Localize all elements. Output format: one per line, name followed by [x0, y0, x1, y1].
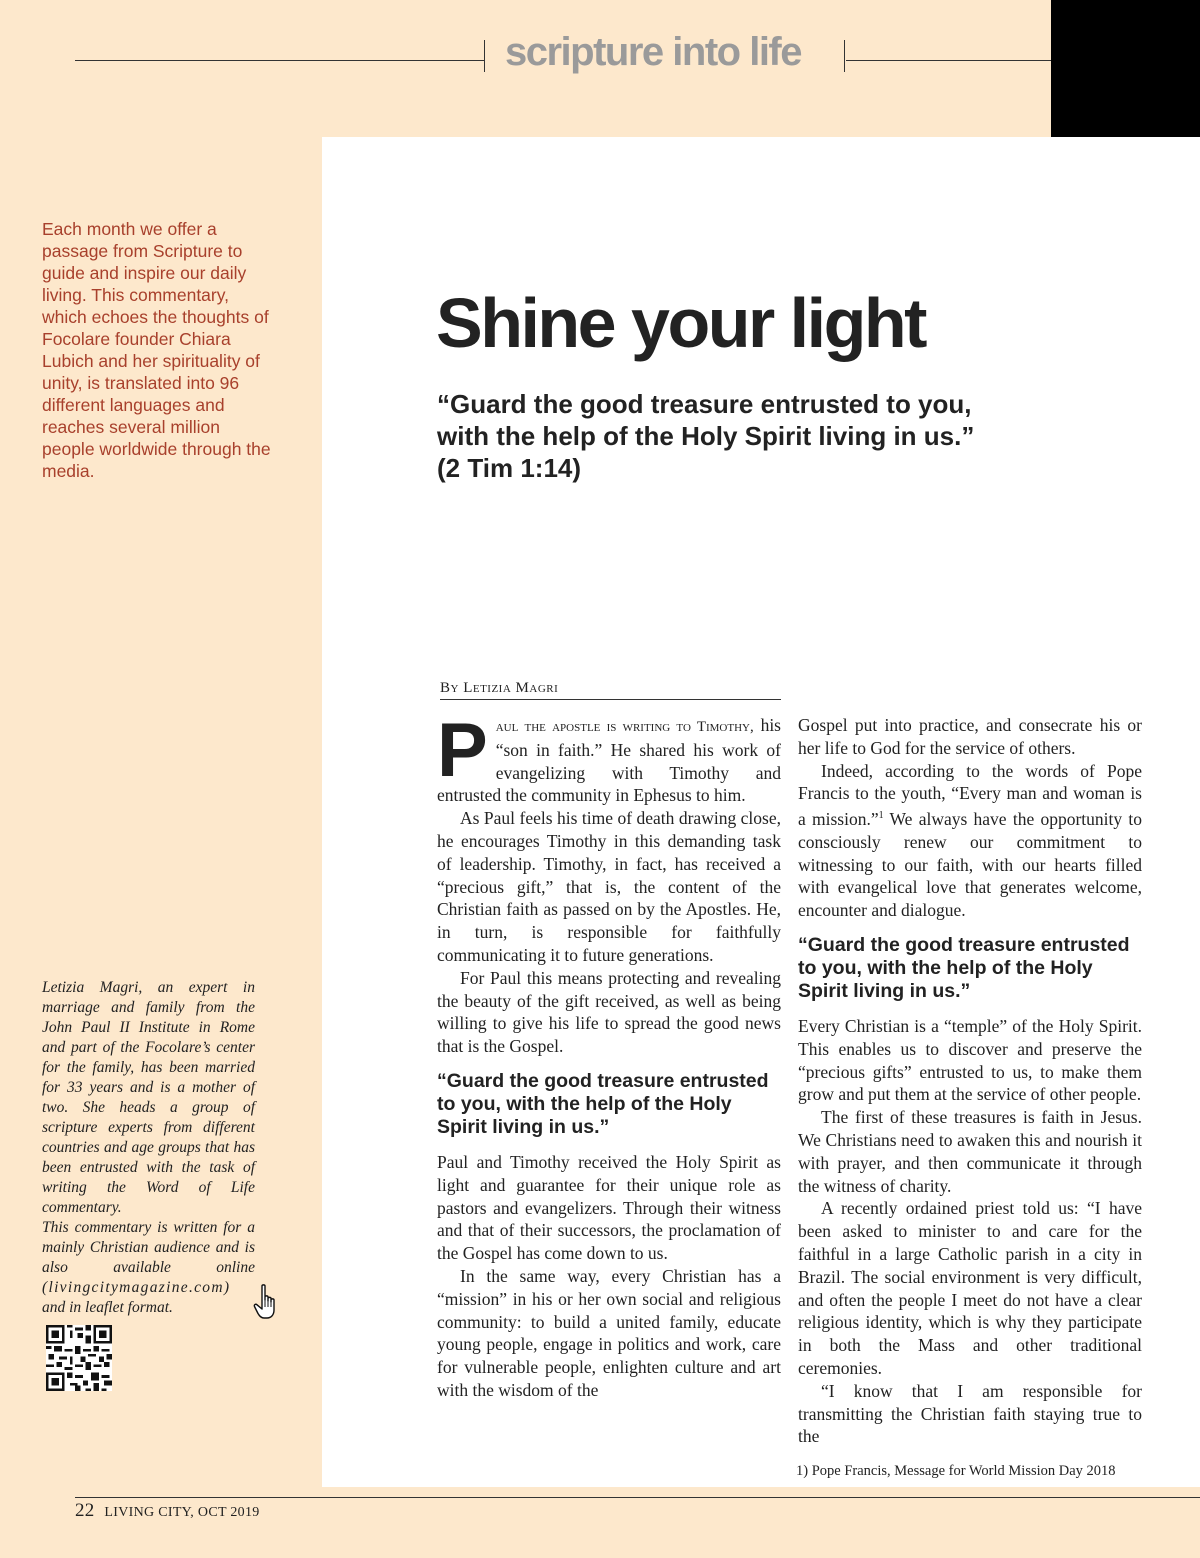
footer-rule: [75, 1497, 1200, 1498]
publication-name: LIVING CITY,: [104, 1505, 195, 1520]
article-column-right: [798, 714, 1142, 1448]
author-bio: [42, 978, 255, 1318]
paragraph-text: his “son in faith.” He shared his work of evangelizing with Timothy and entrusted the community in Ephesus to him.: [437, 715, 781, 806]
article-paragraph: Paul and Timothy received the Holy Spirit as light and guarantee for their unique role as pastors and evangelizers. Through their witness and that of their successors, the proclamation of the Gospel has come down to us.: [437, 1151, 781, 1264]
availability-note: [42, 1218, 255, 1318]
author-bio-text: Letizia Magri, an expert in marriage and family from the John Paul II Institute in Rome and part of the Focolare’s center for the family, has been married for 33 years and is a mother of two. She heads a group of scripture experts from different countries and age groups that has been entrusted with the task of writing the Word of Life commentary.: [42, 979, 255, 1216]
article-paragraph: For Paul this means protecting and revealing the beauty of the gift received, as well as being willing to give his life to spread the good news that is the Gospel.: [437, 967, 781, 1057]
article-paragraph: In the same way, every Christian has a “mission” in his or her own social and religious community: to build a united family, educate young people, engage in politics and work, care for vulnerable people, enlighten culture and art with the wisdom of the: [437, 1265, 781, 1400]
availability-suffix: and in leaflet format.: [42, 1299, 173, 1316]
header-rule-left: [75, 60, 485, 61]
article-paragraph: The first of these treasures is faith in Jesus. We Christians need to awaken this and nourish it with prayer, and then communicate it through the witness of charity.: [798, 1107, 1142, 1196]
article-paragraph: A recently ordained priest told us: “I have been asked to minister to and care for the faithful in a large Catholic parish in a city in Brazil. The social environment is very difficult, and often the people I meet do not have a clear religious identity, which is why they participate in both the Mass and other traditional ceremonies.: [798, 1198, 1142, 1378]
qr-code-icon: [45, 1325, 113, 1391]
header-divider-right: [844, 40, 845, 72]
article-paragraph: Gospel put into practice, and consecrate his or her life to God for the service of others.: [798, 715, 1142, 758]
page-footer: [75, 1500, 260, 1522]
availability-prefix: This commentary is written for a mainly Christian audience and is also available online: [42, 1219, 255, 1276]
article-title: Shine your light: [436, 284, 925, 362]
header-divider-left: [484, 40, 485, 72]
article-paragraph: Every Christian is a “temple” of the Holy Spirit. This enables us to discover and preserve the “precious gifts” entrusted to us, to make them grow and put them at the service of other people.: [798, 1016, 1142, 1105]
pull-quote: “Guard the good treasure entrusted to you, with the help of the Holy Spirit living in us.”: [798, 934, 1130, 1002]
article-paragraph: “I know that I am responsible for transmitting the Christian faith staying true to the: [798, 1380, 1142, 1447]
paragraph-text: We always have the opportunity to consciously renew our commitment to witnessing to our faith, with our hearts filled with evangelical love that generates welcome, encounter and dialogue.: [798, 809, 1142, 921]
hand-pointer-icon: [253, 1283, 285, 1323]
paragraph-text: Indeed, according to the words of Pope Francis to the youth, “Every man and woman is a mission.”: [798, 760, 1142, 830]
footnote: 1) Pope Francis, Message for World Mission Day 2018: [796, 1463, 1116, 1479]
footnote-marker: 1: [878, 810, 884, 822]
pull-quote: “Guard the good treasure entrusted to you, with the help of the Holy Spirit living in us.”: [437, 1069, 769, 1138]
sidebar-intro: Each month we offer a passage from Scripture to guide and inspire our daily living. This commentary, which echoes the thoughts of Focolare founder Chiara Lubich and her spirituality of unity, is translated into 96 different languages and reaches several million people worldwide through the media.: [42, 219, 271, 481]
issue-date: OCT 2019: [197, 1505, 260, 1520]
header-rule-right: [846, 60, 1056, 61]
article-subtitle: “Guard the good treasure entrusted to you, with the help of the Holy Spirit living in us.” (2 Tim 1:14): [437, 389, 975, 483]
article-column-left: [437, 708, 781, 1402]
lead-in: aul the apostle is writing to Timothy,: [495, 719, 754, 735]
article-paragraph: As Paul feels his time of death drawing close, he encourages Timothy in this demanding task of leadership. Timothy, in fact, has received a “precious gift,” that is, the content of the Christian faith as passed on by the Apostles. He, in turn, is responsible for faithfully communicating it to future generations.: [437, 808, 781, 965]
article-paragraph: [437, 708, 781, 807]
section-title: scripture into life: [505, 30, 801, 74]
article-paragraph: [798, 760, 1142, 922]
drop-cap: P: [437, 708, 488, 793]
page-number: 22: [75, 1500, 95, 1521]
byline: By Letizia Magri: [440, 680, 781, 700]
website-link[interactable]: (livingcitymagazine.com): [42, 1279, 231, 1296]
